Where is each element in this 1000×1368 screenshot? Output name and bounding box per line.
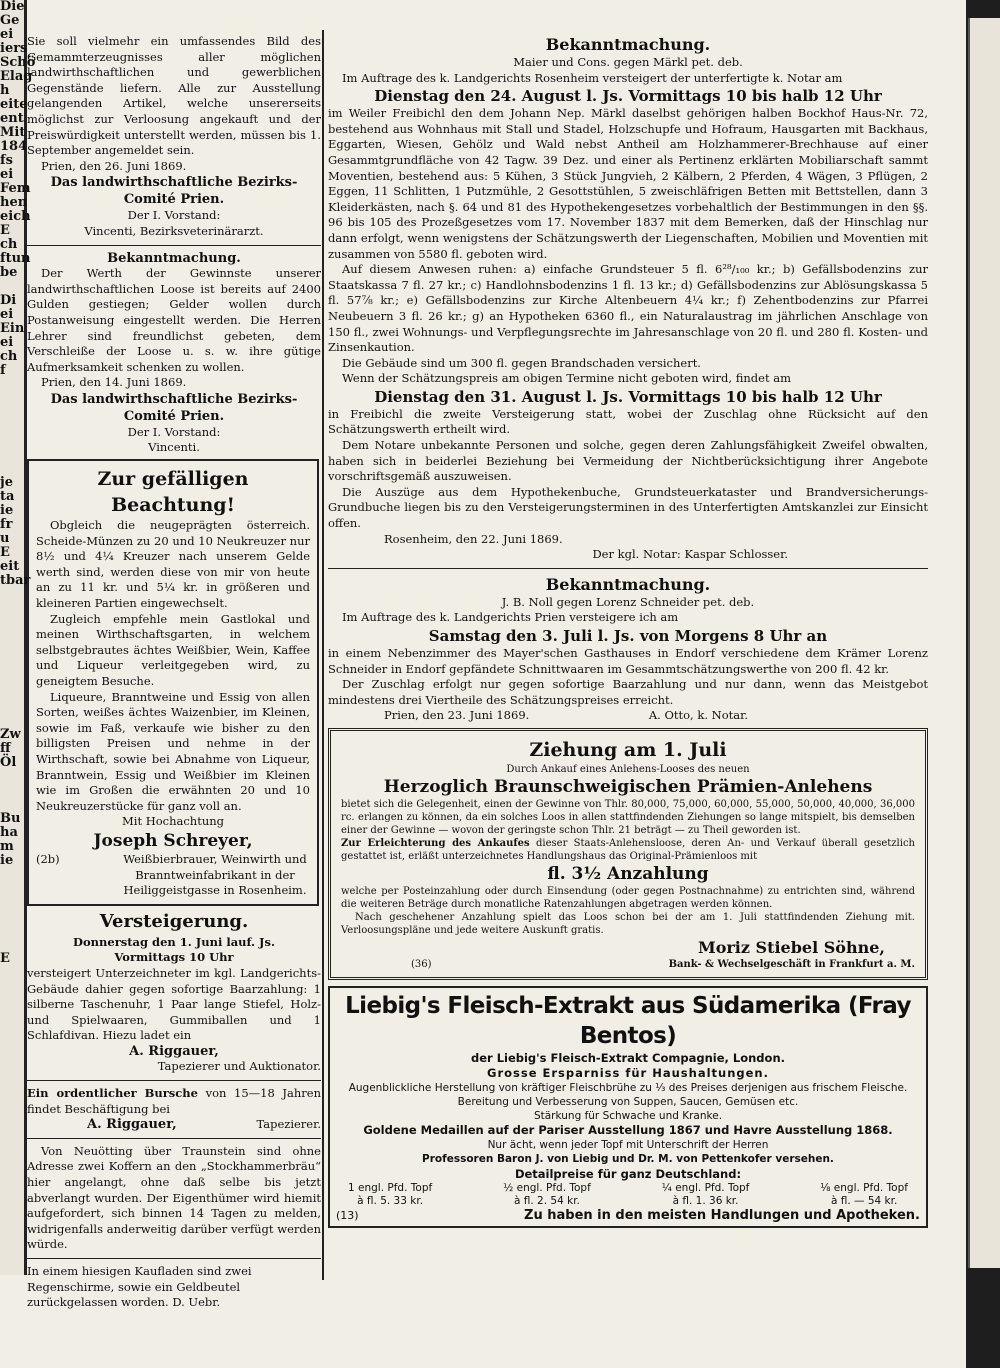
- spine-fragment: [0, 700, 24, 714]
- lottery-heading-2: Zur Erleichterung des Ankaufes: [341, 837, 530, 849]
- spine-fragment: [0, 686, 24, 700]
- divider: [27, 1080, 321, 1081]
- notice2-paragraph-1: in einem Nebenzimmer des Mayer'schen Gasthauses in Endorf verschiedene dem Krämer Lorenz Schneider in Endorf gepfändete Schnittwaaren im Gesammtschätzungswerthe von 200 fl. 42 kr.: [328, 646, 928, 676]
- schreyer-greeting: Mit Hochachtung: [121, 814, 225, 829]
- spine-fragment: ei: [0, 27, 14, 42]
- spine-fragment: ei: [0, 307, 14, 322]
- divider: [27, 1138, 321, 1139]
- spine-fragment: Bu: [0, 811, 21, 826]
- notary-auction-notice: [328, 34, 928, 563]
- spine-fragment: [0, 392, 24, 406]
- spine-fragment: [0, 448, 24, 462]
- auction-name: A. Riggauer,: [129, 1043, 219, 1059]
- umbrellas-notice: [27, 1264, 321, 1311]
- auction-title: Versteigerung.: [99, 910, 249, 932]
- auction-date: Donnerstag den 1. Juni lauf. Js.: [73, 934, 275, 949]
- notice-paragraph-4: Wenn der Schätzungspreis am obigen Termine nicht geboten wird, findet am: [342, 371, 791, 386]
- spine-fragment: 184: [0, 139, 28, 154]
- spine-fragment: E: [0, 545, 10, 560]
- spine-fragment: [0, 784, 24, 798]
- notice2-parties: J. B. Noll gegen Lorenz Schneider pet. deb.: [501, 594, 755, 609]
- liebig-price-list: [336, 1182, 920, 1208]
- schreyer-ref-number: (2b): [36, 851, 60, 866]
- lottery-notice: [27, 251, 321, 457]
- liebig-line-4: Bereitung und Verbesserung von Suppen, Saucen, Gemüsen etc.: [457, 1095, 799, 1108]
- spine-fragment: ff: [0, 741, 11, 756]
- spine-fragment: Öl: [0, 755, 17, 770]
- lottery-subtitle: Durch Ankauf eines Anlehens-Looses des neuen: [506, 763, 750, 775]
- trunks-notice: Von Neuötting über Traunstein sind ohne Adresse zwei Koffern an den „Stockhammerbräu“ hier angelangt, ohne daß selbe bis jetzt abverlangt wurden. Der Eigenthümer wird hiemit aufgefordert, sich binnen 14 Tagen zu melden, widrigenfalls anderweitig darüber verfügt werden würde.: [27, 1143, 321, 1252]
- exhibition-text: Sie soll vielmehr ein umfassendes Bild des Gemammterzeugnisses aller möglichen landwirthschaftlichen und gewerblichen Gegenstände liefern. Alle zur Ausstellung gelangenden Artikel, welche unsererseits möglichst zur Verloosung angekauft und der Preiswürdigkeit unterstellt werden, müssen bis 1. September angemeldet sein.: [27, 34, 321, 158]
- column-divider: [322, 30, 324, 1280]
- price-item: 1 engl. Pfd. Topf à fl. 5. 33 kr.: [348, 1181, 433, 1207]
- right-column: [328, 34, 928, 1228]
- spine-fragment: ch: [0, 237, 18, 252]
- notice2-signature: A. Otto, k. Notar.: [648, 708, 748, 723]
- spine-fragment: E: [0, 951, 10, 966]
- notice-title: Bekanntmachung.: [545, 35, 711, 54]
- spine-fragment: [0, 602, 24, 616]
- spine-fragment: Schö: [0, 55, 36, 70]
- spine-fragment: h: [0, 83, 10, 98]
- spine-fragment: [0, 420, 24, 434]
- auction-desc: Tapezierer und Auktionator.: [157, 1059, 321, 1074]
- auction-date-2: Dienstag den 31. August l. Js. Vormittags 10 bis halb 12 Uhr: [374, 387, 882, 406]
- apprentice-lead: Ein ordentlicher Bursche: [27, 1086, 198, 1101]
- spine-fragment: [0, 406, 24, 420]
- schreyer-description: Weißbierbrauer, Weinwirth und Branntweinfabrikant in der Heiliggeistgasse in Rosenheim.: [123, 851, 307, 898]
- notice2-place-date: Prien, den 23. Juni 1869.: [384, 708, 530, 723]
- exhibition-sig-title: Der I. Vorstand:: [127, 208, 221, 223]
- spine-fragment: Fem: [0, 181, 31, 196]
- spine-fragment: ha: [0, 825, 18, 840]
- auction-time: Vormittags 10 Uhr: [114, 950, 234, 965]
- spine-fragment: Di: [0, 293, 17, 308]
- lottery-title: Ziehung am 1. Juli: [529, 738, 727, 761]
- spine-fragment: [0, 938, 24, 952]
- lottery-paragraph-1: bietet sich die Gelegenheit, einen der Gewinne von Thlr. 80,000, 75,000, 60,000, 55,000, 50,000, 40,000, 36,000 rc. erlangen zu können, da ein solches Loos in allen stattfindenden Ziehungen so lange mitspielt, bis demselben einer der Gewinne — wovon der geringste schon Thlr. 21 beträgt — zu Theil geworden ist.: [341, 798, 915, 836]
- liebig-line-7: Nur ächt, wenn jeder Topf mit Unterschrift der Herren: [487, 1138, 769, 1151]
- spine-fragment: eite: [0, 97, 28, 112]
- apprentice-ad: [27, 1086, 321, 1133]
- spine-fragment: [0, 924, 24, 938]
- spine-fragment: eich: [0, 209, 31, 224]
- spine-fragment: [0, 798, 24, 812]
- lottery-notice-org: Das landwirthschaftliche Bezirks-Comité Prien.: [50, 391, 298, 424]
- liebig-availability: Zu haben in den meisten Handlungen und Apotheken.: [524, 1207, 920, 1223]
- spine-fragment: eit: [0, 559, 20, 574]
- spine-fragment: tbar: [0, 573, 31, 588]
- exhibition-date: Prien, den 26. Juni 1869.: [41, 158, 187, 173]
- notice-paragraph-3: Die Gebäude sind um 300 fl. gegen Brandschaden versichert.: [342, 355, 701, 370]
- notice-paragraph-6: Dem Notare unbekannte Personen und solche, gegen deren Zahlungsfähigkeit Zweifel obwalten, haben sich in beiderlei Beziehung bei Vermeidung der Nichtberücksichtigung ihrer Angebote vorschriftsgemäß auszuweisen.: [328, 438, 928, 484]
- spine-fragment: ch: [0, 349, 18, 364]
- spine-fragment: ei: [0, 335, 14, 350]
- spine-fragment: fr: [0, 517, 13, 532]
- spine-fragment: [0, 714, 24, 728]
- spine-fragment: [0, 672, 24, 686]
- spine-fragment: Elag: [0, 69, 33, 84]
- auction-date-1: Dienstag den 24. August l. Js. Vormittags 10 bis halb 12 Uhr: [374, 87, 882, 106]
- price-item: ½ engl. Pfd. Topf à fl. 2. 54 kr.: [503, 1181, 591, 1207]
- spine-fragment: ie: [0, 503, 14, 518]
- auction-text: versteigert Unterzeichneter im kgl. Landgerichts-Gebäude dahier gegen sofortige Baarzahlung: 1 silberne Taschenuhr, 1 Paar lange Stiefel, Holz- und Spielwaaren, Gummiballen und 1 Schlafdivan. Hiezu ladet ein: [27, 965, 321, 1043]
- lottery-notice-date: Prien, den 14. Juni 1869.: [41, 375, 187, 390]
- spine-fragment: [0, 588, 24, 602]
- schreyer-title: Zur gefälligen Beachtung!: [97, 468, 249, 517]
- notice2-paragraph-2: Der Zuschlag erfolgt nur gegen sofortige Baarzahlung und nur dann, wenn das Meistgebot mindestens drei Viertheile des Schätzungspreises erreicht.: [328, 677, 928, 707]
- spine-fragment: fs: [0, 153, 13, 168]
- spine-fragment: Zw: [0, 727, 21, 742]
- spine-fragment: ei: [0, 167, 14, 182]
- lottery-notice-text: Der Werth der Gewinnste unserer landwirthschaftlichen Loose ist bereits auf 2400 Gulden gestiegen; Gelder wollen durch Postanweisung eingestellt werden. Die Herren Lehrer sind freundlichst gebeten, dem Verschleiße der Loose u. s. w. ihre gütige Aufmerksamkeit schenken zu wollen.: [27, 266, 321, 374]
- lottery-paragraph-2: dieser Staats-Anlehensloose, deren An- und Verkauf überall gesetzlich gestattet ist, erläßt unterzeichnetes Handlungshaus das Original-Prämienloos mit: [341, 837, 915, 862]
- notice-place-date: Rosenheim, den 22. Juni 1869.: [384, 531, 563, 546]
- apprentice-name: A. Riggauer,: [87, 1117, 177, 1133]
- notice-paragraph-1: im Weiler Freibichl den dem Johann Nep. Märkl daselbst gehörigen halben Bockhof Haus-Nr. 72, bestehend aus Wohnhaus mit Stall und Stadel, Holzschupfe und Hofraum, Hausgarten mit Backhaus, Eggarten, Wiesen, Gehölz und Wald nebst Antheil am Holzhammerer-Brechhause auf einer Gesammtgrundfläche von 42 Tagw. 39 Dez. und einer als Pertinenz erklärten Mobiliarschaft sammt Moventien, bestehend aus: 5 Kühen, 3 Stück Jungvieh, 2 Kälbern, 2 Pferden, 4 Wägen, 3 Pflügen, 2 Eggen, 11 Schlitten, 1 Putzmühle, 2 Gesottstühlen, 5 zweischläfrigen Betten mit Bettstellen, dann 3 Kleiderkästen, nach §. 64 und 81 des Hypothekengesetzes vorbehaltlich der Bestimmungen in den §§. 96 bis 105 des Prozeßgesetzes vom 17. November 1837 mit dem Bemerken, daß der Hinschlag nur dann erfolgt, wenn wenigstens der Schätzungswerth der Liegenschaften, Mobilien und Moventien mit zusammen von 5580 fl. geboten wird.: [328, 106, 928, 261]
- divider: [27, 245, 321, 246]
- lottery-notice-sig-name: Vincenti.: [148, 440, 200, 455]
- liebig-professors: Professoren Baron J. von Liebig und Dr. M. von Pettenkofer versehen.: [422, 1152, 834, 1165]
- notice-parties: Maier und Cons. gegen Märkl pet. deb.: [513, 55, 743, 69]
- schreyer-paragraph-3: Liqueure, Branntweine und Essig von allen Sorten, weißes ächtes Waizenbier, im Kleinen, sowie im Faß, verkaufe wie bisher zu den billigsten Preisen und nehme in der Wirthschaft, sowie bei Abnahme von Liqueur, Branntwein, Essig und Weißbier im Kleinen wie im Großen die erwähnten 20 und 10 Neukreuzerstücke für ganz voll an.: [36, 689, 310, 813]
- lottery-notice-title: Bekanntmachung.: [107, 250, 241, 266]
- apprentice-desc: Tapezierer.: [256, 1117, 321, 1132]
- notice2-title: Bekanntmachung.: [545, 574, 711, 594]
- exhibition-notice: [27, 34, 321, 240]
- spine-fragment: Ein: [0, 321, 25, 336]
- lottery-paragraph-3: welche per Posteinzahlung oder durch Einsendung (oder gegen Postnachnahme) zu entrichten sind, während die weiteren Beträge durch monatliche Ratenzahlungen abgetragen werden können.: [341, 885, 915, 910]
- spine-fragment: ie: [0, 853, 14, 868]
- liebig-prices-heading: Detailpreise für ganz Deutschland:: [514, 1166, 742, 1181]
- umbrellas-sig: D. Uebr.: [172, 1295, 221, 1310]
- lottery-name: Herzoglich Braunschweigischen Prämien-Anlehens: [383, 776, 873, 797]
- spine-fragment: iers: [0, 41, 28, 56]
- notice-paragraph-2: Auf diesem Anwesen ruhen: a) einfache Grundsteuer 5 fl. 6²⁸/₁₀₀ kr.; b) Gefällsbodenzins zur Staatskassa 7 fl. 27 kr.; c) Handlohnsbodenzins 1 fl. 13 kr.; d) Gefällsbodenzins zur Ablösungskassa 5 fl. 57⅞ kr.; e) Gefällsbodenzins zur Kirche Altenbeuern 4¼ kr.; f) Zehentbodenzins zur Pfarrei Neubeuern 3 fl. 26 kr.; g) an Hypotheken 6360 fl., ein Naturalaustrag im jährlichen Anschlage von 150 fl., zwei Wohnungs- und Verpflegungsrechte im Jahresanschlage von 20 fl. und 280 fl. Kosten- und Zinsenkaution.: [328, 262, 928, 355]
- spine-fragment: [0, 280, 24, 294]
- spine-fragment: E: [0, 223, 10, 238]
- liebig-medals: Goldene Medaillen auf der Pariser Ausstellung 1867 und Havre Ausstellung 1868.: [363, 1122, 893, 1137]
- liebig-savings: Grosse Ersparniss für Haushaltungen.: [487, 1065, 769, 1080]
- liebig-advertisement: [328, 986, 928, 1228]
- spine-fragment: [0, 868, 24, 882]
- schreyer-name: Joseph Schreyer,: [93, 830, 253, 851]
- spine-fragment: ent: [0, 111, 24, 126]
- exhibition-sig-name: Vincenti, Bezirksveterinärarzt.: [84, 223, 264, 238]
- notice2-date: Samstag den 3. Juli l. Js. von Morgens 8 Uhr an: [428, 627, 828, 645]
- spine-fragment: m: [0, 839, 14, 854]
- spine-fragment: f: [0, 363, 6, 378]
- left-column: [27, 34, 321, 1311]
- spine-fragment: [0, 434, 24, 448]
- notice-paragraph-7: Die Auszüge aus dem Hypothekenbuche, Grundsteuerkataster und Brandversicherungs-Grundbuche liegen bis zu den Versteigerungsterminen in des Unterfertigten Amtskanzlei zur Einsicht offen.: [328, 484, 928, 531]
- spine-fragment: hen: [0, 195, 28, 210]
- second-auction-notice: [328, 574, 928, 724]
- lottery-firm: Moriz Stiebel Söhne,: [697, 937, 885, 957]
- divider: [27, 1258, 321, 1259]
- spine-fragment: [0, 882, 24, 896]
- spine-fragment: be: [0, 265, 18, 280]
- spine-fragment: u: [0, 531, 10, 546]
- book-edge: [966, 0, 1000, 1368]
- notice-paragraph-5: in Freibichl die zweite Versteigerung statt, wobei der Zuschlag ohne Rücksicht auf den Schätzungswerth ertheilt wird.: [328, 406, 928, 437]
- spine-fragment: Ge: [0, 13, 20, 28]
- notice-intro: Im Auftrage des k. Landgerichts Rosenheim versteigert der unterfertigte k. Notar am: [342, 70, 843, 85]
- price-item: ⅛ engl. Pfd. Topf à fl. — 54 kr.: [820, 1181, 908, 1207]
- spine-fragment: Mit: [0, 125, 26, 140]
- lottery-advertisement: [328, 728, 928, 980]
- lottery-notice-sig-title: Der I. Vorstand:: [127, 424, 221, 439]
- liebig-ref-number: (13): [336, 1208, 359, 1222]
- spine-fragment: [0, 770, 24, 784]
- notice-signature: Der kgl. Notar: Kaspar Schlosser.: [592, 547, 788, 562]
- spine-fragment: [0, 644, 24, 658]
- previous-page-edge: [0, 0, 36, 1275]
- lottery-paragraph-4: Nach geschehener Anzahlung spielt das Loos schon bei der am 1. Juli stattfindenden Ziehung mit. Verloosungspläne und jede weitere Auskunft gratis.: [341, 911, 915, 936]
- liebig-line-5: Stärkung für Schwache und Kranke.: [533, 1109, 723, 1122]
- divider: [328, 568, 928, 569]
- liebig-company: der Liebig's Fleisch-Extrakt Compagnie, London.: [470, 1050, 785, 1065]
- schreyer-advertisement: [27, 459, 319, 906]
- apprentice-text: von 15—18 Jahren findet Beschäftigung bei: [27, 1086, 321, 1116]
- spine-fragment: [0, 378, 24, 392]
- exhibition-org: Das landwirthschaftliche Bezirks-Comité Prien.: [50, 175, 298, 208]
- spine-fragment: [0, 616, 24, 630]
- riggauer-auction: [27, 909, 321, 1075]
- spine-fragment: Die: [0, 0, 25, 14]
- lottery-firm-desc: Bank- & Wechselgeschäft in Frankfurt a. M.: [668, 958, 915, 970]
- liebig-title: Liebig's Fleisch-Extrakt aus Südamerika (Fray Bentos): [345, 992, 911, 1049]
- spine-fragment: ta: [0, 489, 15, 504]
- lottery-ref-number: (36): [411, 958, 432, 970]
- spine-fragment: [0, 658, 24, 672]
- spine-fragment: [0, 630, 24, 644]
- liebig-line-3: Augenblickliche Herstellung von kräftiger Fleischbrühe zu ⅓ des Preises derjenigen aus frischem Fleische.: [348, 1081, 908, 1094]
- schreyer-paragraph-1: Obgleich die neugeprägten österreich. Scheide-Münzen zu 20 und 10 Neukreuzer nur 8½ und 4¼ Kreuzer nach unserem Gelde werth sind, werden diese von mir von heute an zu 11 kr. und 5¼ kr. in größeren und kleineren Partien eingewechselt.: [36, 518, 310, 611]
- price-item: ¼ engl. Pfd. Topf à fl. 1. 36 kr.: [661, 1181, 750, 1207]
- spine-fragment: ftun: [0, 251, 31, 266]
- umbrellas-text: In einem hiesigen Kaufladen sind zwei Regenschirme, sowie ein Geldbeutel zurückgelassen worden.: [27, 1264, 252, 1310]
- notice2-intro: Im Auftrage des k. Landgerichts Prien versteigere ich am: [342, 610, 679, 625]
- spine-fragment: [0, 896, 24, 910]
- spine-fragment: je: [0, 475, 13, 490]
- spine-fragment: [0, 462, 24, 476]
- spine-fragment: [0, 910, 24, 924]
- lottery-amount: fl. 3½ Anzahlung: [547, 863, 709, 884]
- schreyer-paragraph-2: Zugleich empfehle mein Gastlokal und meinen Wirthschaftsgarten, in welchem selbstgebrautes ächtes Weißbier, Wein, Kaffee und Liqueur verleitgegeben wird, zu geneigtem Besuche.: [36, 611, 310, 688]
